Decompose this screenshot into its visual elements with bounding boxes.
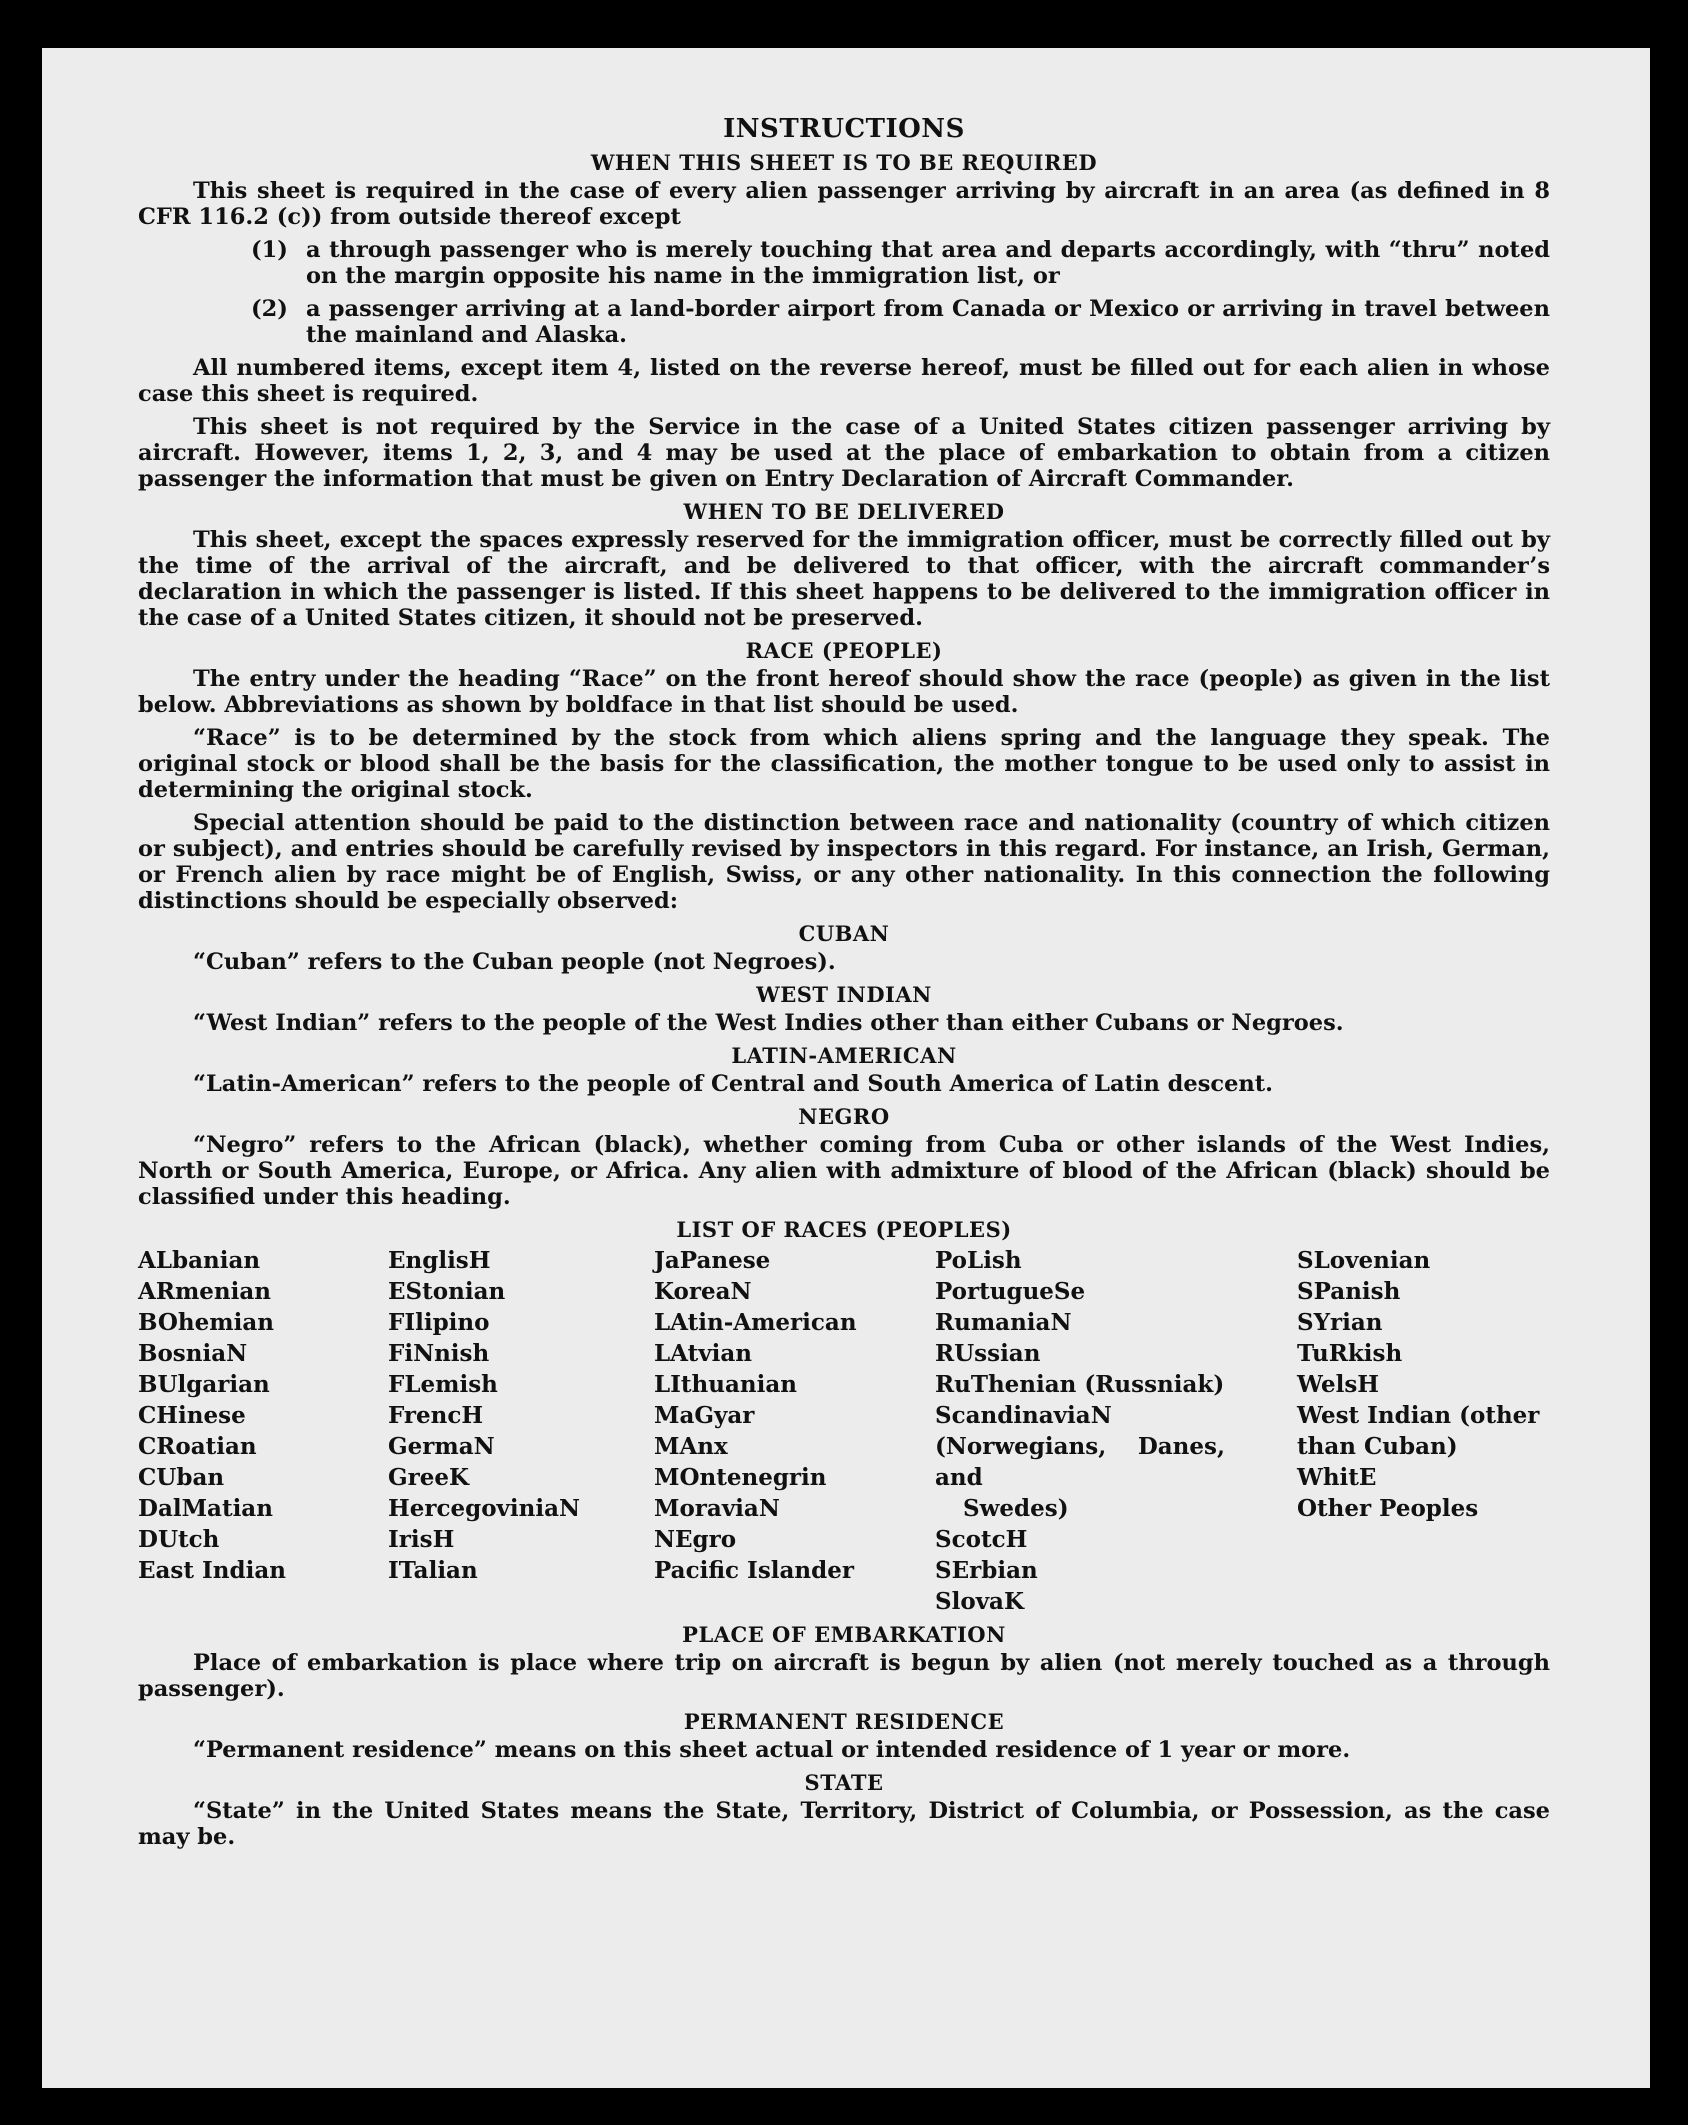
race-entry: BosniaN	[138, 1340, 248, 1367]
races-column-3	[654, 1245, 935, 1617]
race-entry: RUssian	[935, 1340, 1041, 1367]
race-entry: GermaN	[388, 1433, 495, 1460]
race-entry: FIlipino	[388, 1309, 490, 1336]
race-entry: RuThenian (Russniak)	[935, 1371, 1225, 1398]
paragraph-race-entry: The entry under the heading “Race” on the front hereof should show the race (people) as given in the list below. Abbreviations as shown by boldface in that list should be used.	[138, 666, 1550, 718]
race-entry: MaGyar	[654, 1402, 755, 1429]
race-entry: Other Peoples	[1297, 1495, 1479, 1522]
race-entry: EStonian	[388, 1278, 506, 1305]
race-entry: ARmenian	[138, 1278, 272, 1305]
item-number: (1)	[251, 237, 288, 263]
paragraph-race-stock: “Race” is to be determined by the stock from which aliens spring and the language they speak. The original stock or blood shall be the basis for the classification, the mother tongue to be used only to assist in determining the original stock.	[138, 725, 1550, 803]
race-entry: FLemish	[388, 1371, 498, 1398]
race-entry: JaPanese	[654, 1247, 771, 1274]
races-column-4	[935, 1245, 1297, 1617]
race-entry: TuRkish	[1297, 1340, 1403, 1367]
race-entry-west-indian: West Indian (other than Cuban)	[1297, 1402, 1540, 1460]
paragraph-delivery: This sheet, except the spaces expressly reserved for the immigration officer, must be correctly filled out by the time of the arrival of the aircraft, and be delivered to that officer, with the aircraft commander’s declaration in which the passenger is listed. If this sheet happens to be delivered to the immigration officer in the case of a United States citizen, it should not be preserved.	[138, 527, 1550, 631]
race-entry: BOhemian	[138, 1309, 274, 1336]
race-entry: BUlgarian	[138, 1371, 270, 1398]
race-entry: MAnx	[654, 1433, 728, 1460]
race-entry: HercegoviniaN	[388, 1495, 581, 1522]
heading-list-of-races: LIST OF RACES (PEOPLES)	[676, 1217, 1012, 1242]
race-entry: WhitE	[1297, 1464, 1377, 1491]
heading-state: STATE	[804, 1770, 884, 1795]
paragraph-required-intro: This sheet is required in the case of every alien passenger arriving by aircraft in an area (as defined in 8 CFR 116.2 (c)) from outside thereof except	[138, 178, 1550, 230]
races-table	[138, 1245, 1550, 1617]
heading-place-of-embarkation: PLACE OF EMBARKATION	[682, 1622, 1006, 1647]
heading-race: RACE (PEOPLE)	[745, 638, 943, 663]
race-entry: PoLish	[935, 1247, 1022, 1274]
list-item	[138, 296, 1550, 348]
heading-cuban: CUBAN	[798, 921, 890, 946]
race-entry: DUtch	[138, 1526, 220, 1553]
heading-permanent-residence: PERMANENT RESIDENCE	[683, 1709, 1005, 1734]
paragraph-permanent-residence: “Permanent residence” means on this sheet actual or intended residence of 1 year or more.	[193, 1737, 1351, 1763]
race-entry: EnglisH	[388, 1247, 491, 1274]
race-entry: IrisH	[388, 1526, 455, 1553]
race-entry: FrencH	[388, 1402, 484, 1429]
race-entry-scandinavian-cont: Swedes)	[963, 1495, 1069, 1522]
paragraph-embarkation: Place of embarkation is place where trip on aircraft is begun by alien (not merely touched as a through passenger).	[138, 1650, 1550, 1702]
race-entry: SErbian	[935, 1557, 1038, 1584]
races-column-2	[388, 1245, 654, 1617]
item-text: a through passenger who is merely touching that area and departs accordingly, with “thru” noted on the margin opposite his name in the immigration list, or	[306, 237, 1550, 289]
race-entry: CRoatian	[138, 1433, 257, 1460]
race-entry: Pacific Islander	[654, 1557, 854, 1584]
race-entry: WelsH	[1297, 1371, 1380, 1398]
race-entry: CUban	[138, 1464, 225, 1491]
race-entry: SYrian	[1297, 1309, 1383, 1336]
paragraph-negro: “Negro” refers to the African (black), whether coming from Cuba or other islands of the West Indies, North or South America, Europe, or Africa. Any alien with admixture of blood of the African (black) should be classified under this heading.	[138, 1132, 1550, 1210]
race-entry: KoreaN	[654, 1278, 752, 1305]
heading-latin-american: LATIN-AMERICAN	[731, 1043, 957, 1068]
race-entry: SlovaK	[935, 1588, 1024, 1615]
heading-when-delivered: WHEN TO BE DELIVERED	[683, 499, 1005, 524]
paragraph-numbered-items: All numbered items, except item 4, listed on the reverse hereof, must be filled out for each alien in whose case this sheet is required.	[138, 355, 1550, 407]
item-text: a passenger arriving at a land-border airport from Canada or Mexico or arriving in travel between the mainland and Alaska.	[306, 296, 1550, 348]
race-entry: ScotcH	[935, 1526, 1028, 1553]
heading-when-required: WHEN THIS SHEET IS TO BE REQUIRED	[590, 150, 1098, 175]
paragraph-citizen: This sheet is not required by the Service in the case of a United States citizen passenger arriving by aircraft. However, items 1, 2, 3, and 4 may be used at the place of embarkation to obtain from a citizen passenger the information that must be given on Entry Declaration of Aircraft Commander.	[138, 414, 1550, 492]
paragraph-west-indian: “West Indian” refers to the people of the West Indies other than either Cubans or Negroes.	[193, 1010, 1344, 1036]
race-entry-scandinavian: ScandinaviaN (Norwegians, Danes, and	[935, 1402, 1225, 1491]
race-entry: LAtin-American	[654, 1309, 857, 1336]
race-entry: East Indian	[138, 1557, 286, 1584]
list-item	[138, 237, 1550, 289]
document-page	[42, 48, 1650, 2088]
item-number: (2)	[251, 296, 288, 322]
heading-west-indian: WEST INDIAN	[756, 982, 932, 1007]
race-entry: ALbanian	[138, 1247, 261, 1274]
race-entry: LAtvian	[654, 1340, 752, 1367]
race-entry: FiNnish	[388, 1340, 490, 1367]
paragraph-cuban: “Cuban” refers to the Cuban people (not Negroes).	[193, 949, 836, 975]
race-entry: CHinese	[138, 1402, 246, 1429]
races-column-1	[138, 1245, 388, 1617]
page-title: INSTRUCTIONS	[723, 114, 965, 144]
race-entry: GreeK	[388, 1464, 470, 1491]
race-entry: MOntenegrin	[654, 1464, 827, 1491]
paragraph-state: “State” in the United States means the State, Territory, District of Columbia, or Possession, as the case may be.	[138, 1798, 1550, 1850]
instructions-content	[138, 114, 1550, 1857]
paragraph-race-nationality: Special attention should be paid to the distinction between race and nationality (country of which citizen or subject), and entries should be carefully revised by inspectors in this regard. For instance, an Irish, German, or French alien by race might be of English, Swiss, or any other nationality. In this connection the following distinctions should be especially observed:	[138, 810, 1550, 914]
race-entry: SPanish	[1297, 1278, 1401, 1305]
heading-negro: NEGRO	[798, 1104, 890, 1129]
race-entry: MoraviaN	[654, 1495, 780, 1522]
race-entry: ITalian	[388, 1557, 478, 1584]
race-entry: LIthuanian	[654, 1371, 797, 1398]
paragraph-latin-american: “Latin-American” refers to the people of Central and South America of Latin descent.	[193, 1071, 1273, 1097]
race-entry: PortugueSe	[935, 1278, 1086, 1305]
race-entry: NEgro	[654, 1526, 737, 1553]
race-entry: RumaniaN	[935, 1309, 1072, 1336]
race-entry: SLovenian	[1297, 1247, 1431, 1274]
race-entry: DalMatian	[138, 1495, 273, 1522]
races-column-5	[1297, 1245, 1550, 1617]
